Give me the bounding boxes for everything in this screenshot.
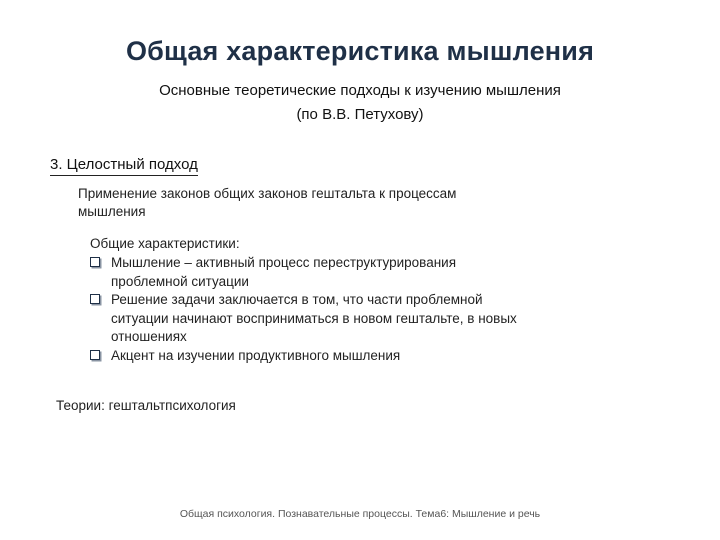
section-heading: 3. Целостный подход: [50, 156, 198, 176]
list-item-text: Мышление – активный процесс переструктурирования проблемной ситуации: [111, 255, 457, 289]
subtitle-line-1: Основные теоретические подходы к изучению мышления: [159, 82, 561, 99]
checkbox-icon: [90, 294, 100, 304]
slide-title: Общая характеристика мышления: [125, 36, 595, 66]
list-item-text: Акцент на изучении продуктивного мышления: [111, 347, 401, 363]
checkbox-icon: [90, 257, 100, 267]
characteristics-list: [90, 254, 530, 365]
checkbox-icon: [90, 350, 100, 360]
list-item: [90, 291, 530, 347]
footer: Общая психология. Познавательные процессы. Тема6: Мышление и речь: [179, 508, 541, 520]
subtitle-line-2: (по В.В. Петухову): [296, 106, 424, 123]
list-item-text: Решение задачи заключается в том, что части проблемной ситуации начинают восприниматься в новом гештальте, в новых отношениях: [111, 292, 517, 344]
characteristics-heading: Общие характеристики:: [90, 236, 240, 251]
list-item: [90, 254, 530, 291]
intro-text: Применение законов общих законов гештальта к процессам мышления: [78, 186, 457, 219]
theories-text: Теории: гештальтпсихология: [56, 398, 236, 413]
list-item: [90, 347, 530, 366]
